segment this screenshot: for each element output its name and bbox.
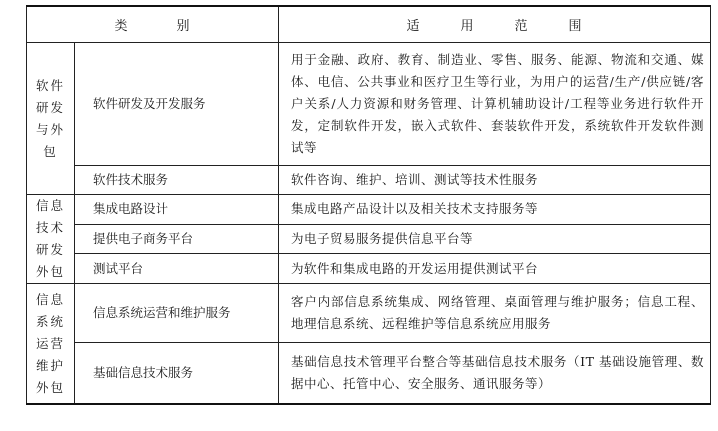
category-cell: 测试平台 [75,254,279,284]
table-row [27,224,711,254]
group-line: 信息 [35,198,65,213]
category-cell: 基础信息技术服务 [75,343,279,405]
table-header-row [27,6,711,43]
scope-cell: 客户内部信息系统集成、网络管理、桌面管理与维护服务；信息工程、地理信息系统、远程维护等信息系统应用服务 [279,284,711,343]
outsourcing-table-container [26,5,710,405]
group-line: 外包 [35,379,65,395]
category-cell: 提供电子商务平台 [75,224,279,254]
group-cell-is-ops [27,284,75,405]
group-cell-software [27,43,75,195]
group-line: 维护 [35,357,65,373]
outsourcing-category-table [26,5,711,405]
category-cell: 集成电路设计 [75,195,279,225]
group-line: 包 [43,143,58,159]
group-cell-it-rd [27,195,75,284]
category-column-header: 类 别 [27,6,279,43]
table-row [27,43,711,166]
group-line: 研发 [35,99,65,115]
group-line: 技术 [35,220,65,235]
group-line: 软件 [35,77,65,93]
table-row [27,284,711,343]
scope-cell: 为软件和集成电路的开发运用提供测试平台 [279,254,711,284]
category-cell: 软件技术服务 [75,166,279,195]
scope-cell: 软件咨询、维护、培训、测试等技术性服务 [279,166,711,195]
group-line: 系统 [35,313,65,329]
group-line: 研发 [35,242,65,257]
group-line: 外包 [35,264,65,279]
table-row [27,343,711,405]
scope-column-header: 适 用 范 围 [279,6,711,43]
scope-cell: 基础信息技术管理平台整合等基础信息技术服务（IT 基础设施管理、数据中心、托管中心、安全服务、通讯服务等） [279,343,711,405]
table-row [27,166,711,195]
category-cell: 信息系统运营和维护服务 [75,284,279,343]
group-line: 与外 [35,121,65,137]
scope-cell: 为电子贸易服务提供信息平台等 [279,224,711,254]
scope-cell: 用于金融、政府、教育、制造业、零售、服务、能源、物流和交通、媒体、电信、公共事业和医疗卫生等行业，为用户的运营/生产/供应链/客户关系/人力资源和财务管理、计算机辅助设计/工程等业务进行软件开发，定制软件开发，嵌入式软件、套装软件开发，系统软件开发软件测试等 [279,43,711,166]
group-line: 运营 [35,335,65,351]
table-row [27,254,711,284]
group-line: 信息 [35,291,65,307]
category-cell: 软件研发及开发服务 [75,43,279,166]
scope-cell: 集成电路产品设计以及相关技术支持服务等 [279,195,711,225]
table-row [27,195,711,225]
